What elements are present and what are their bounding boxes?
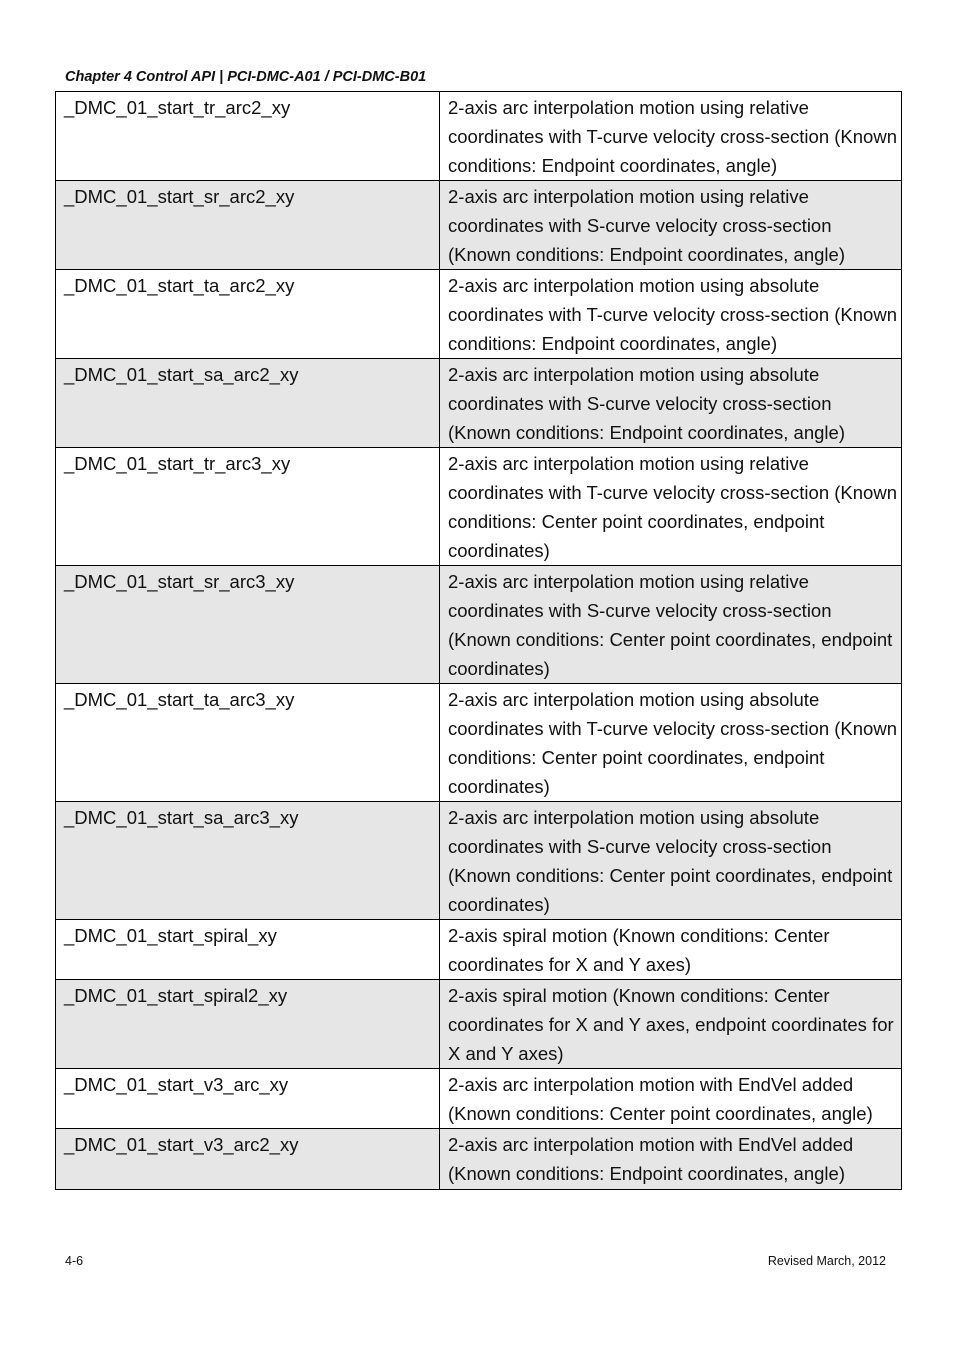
function-description-cell: 2-axis arc interpolation motion using absolute coordinates with T-curve velocity cross-section (Known conditions: Center point coordinates, endpoint coordinates)	[440, 684, 902, 802]
table-row	[56, 181, 902, 270]
function-description-cell: 2-axis arc interpolation motion using absolute coordinates with T-curve velocity cross-section (Known conditions: Endpoint coordinates, angle)	[440, 270, 902, 359]
function-name-cell: _DMC_01_start_sr_arc3_xy	[56, 566, 440, 684]
function-name-cell: _DMC_01_start_spiral_xy	[56, 920, 440, 980]
table-row	[56, 1069, 902, 1129]
function-name-cell: _DMC_01_start_spiral2_xy	[56, 980, 440, 1069]
function-description-cell: 2-axis arc interpolation motion using relative coordinates with T-curve velocity cross-section (Known conditions: Endpoint coordinates, angle)	[440, 92, 902, 181]
table-row	[56, 980, 902, 1069]
function-name-cell: _DMC_01_start_ta_arc2_xy	[56, 270, 440, 359]
function-name-cell: _DMC_01_start_tr_arc2_xy	[56, 92, 440, 181]
function-description-cell: 2-axis arc interpolation motion with EndVel added (Known conditions: Center point coordinates, angle)	[440, 1069, 902, 1129]
table-row	[56, 270, 902, 359]
table-row	[56, 448, 902, 566]
table-row	[56, 92, 902, 181]
function-description-cell: 2-axis spiral motion (Known conditions: Center coordinates for X and Y axes)	[440, 920, 902, 980]
revision-date: Revised March, 2012	[767, 1254, 886, 1268]
function-description-cell: 2-axis arc interpolation motion with EndVel added (Known conditions: Endpoint coordinates, angle)	[440, 1129, 902, 1190]
table-row	[56, 1129, 902, 1190]
page-number: 4-6	[65, 1254, 84, 1268]
function-name-cell: _DMC_01_start_tr_arc3_xy	[56, 448, 440, 566]
table-row	[56, 684, 902, 802]
function-name-cell: _DMC_01_start_v3_arc2_xy	[56, 1129, 440, 1190]
function-description-cell: 2-axis arc interpolation motion using absolute coordinates with S-curve velocity cross-section (Known conditions: Center point coordinates, endpoint coordinates)	[440, 802, 902, 920]
page-header: Chapter 4 Control API | PCI-DMC-A01 / PCI-DMC-B01	[65, 69, 427, 85]
function-name-cell: _DMC_01_start_ta_arc3_xy	[56, 684, 440, 802]
function-name-cell: _DMC_01_start_sr_arc2_xy	[56, 181, 440, 270]
table-row	[56, 920, 902, 980]
api-function-table	[55, 91, 902, 1190]
table-row	[56, 802, 902, 920]
table-row	[56, 566, 902, 684]
function-name-cell: _DMC_01_start_v3_arc_xy	[56, 1069, 440, 1129]
function-name-cell: _DMC_01_start_sa_arc3_xy	[56, 802, 440, 920]
function-description-cell: 2-axis spiral motion (Known conditions: Center coordinates for X and Y axes, endpoint coordinates for X and Y axes)	[440, 980, 902, 1069]
function-description-cell: 2-axis arc interpolation motion using absolute coordinates with S-curve velocity cross-section (Known conditions: Endpoint coordinates, angle)	[440, 359, 902, 448]
function-description-cell: 2-axis arc interpolation motion using relative coordinates with S-curve velocity cross-section (Known conditions: Endpoint coordinates, angle)	[440, 181, 902, 270]
function-description-cell: 2-axis arc interpolation motion using relative coordinates with T-curve velocity cross-section (Known conditions: Center point coordinates, endpoint coordinates)	[440, 448, 902, 566]
function-description-cell: 2-axis arc interpolation motion using relative coordinates with S-curve velocity cross-section (Known conditions: Center point coordinates, endpoint coordinates)	[440, 566, 902, 684]
function-name-cell: _DMC_01_start_sa_arc2_xy	[56, 359, 440, 448]
table-row	[56, 359, 902, 448]
